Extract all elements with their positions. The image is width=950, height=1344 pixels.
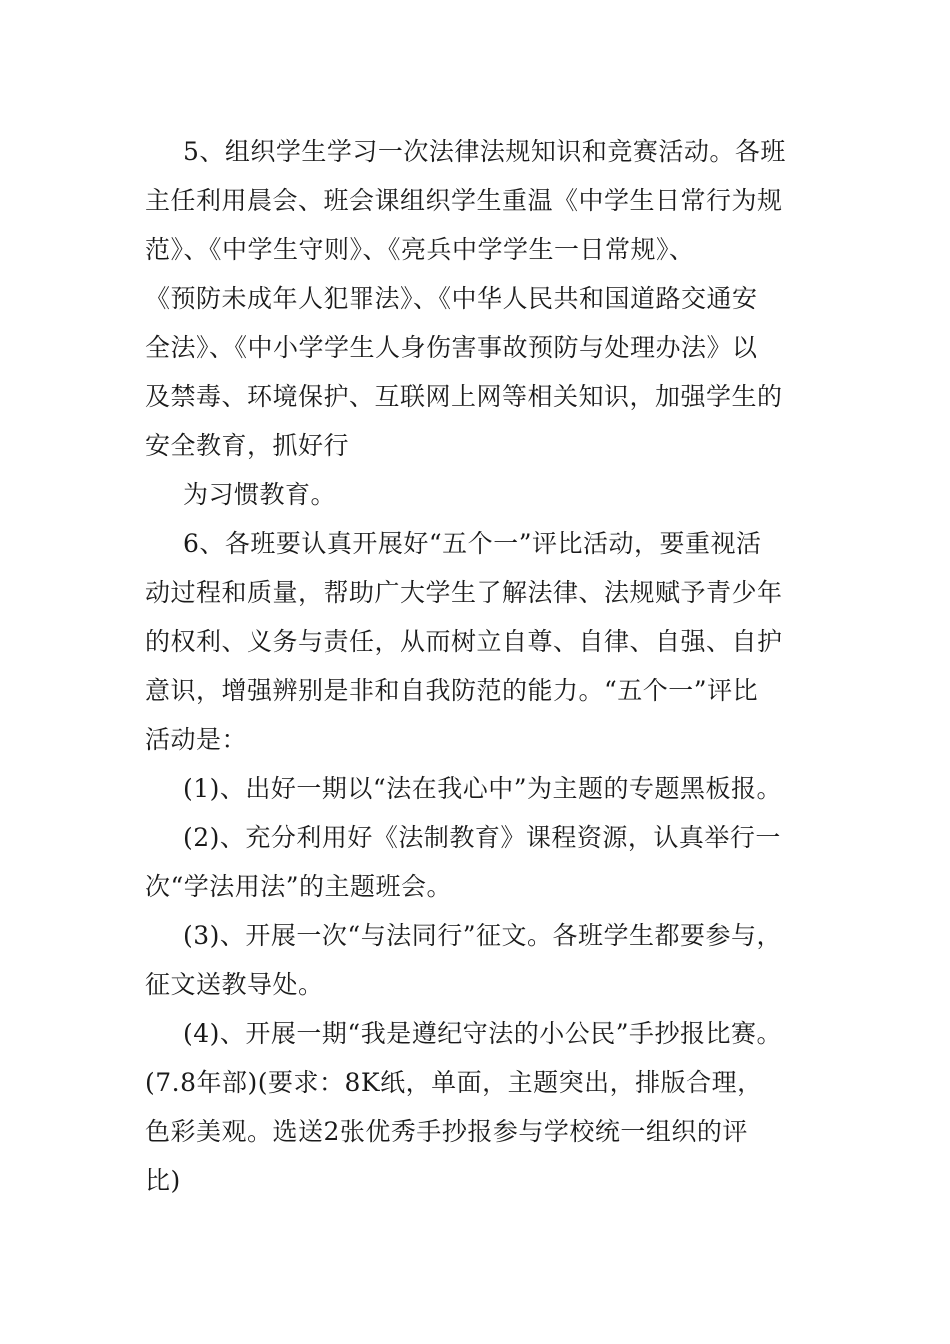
- paragraph-line: 的权利、义务与责任，从而树立自尊、自律、自强、自护: [145, 627, 783, 656]
- paragraph-line: 范》、《中学生守则》、《亮兵中学学生一日常规》、: [145, 235, 695, 264]
- paragraph-line: 主任利用晨会、班会课组织学生重温《中学生日常行为规: [145, 186, 783, 215]
- list-item-line: (3)、开展一次“与法同行”征文。各班学生都要参与，: [183, 921, 782, 950]
- list-item-line: (7.8年部)(要求：8K纸，单面，主题突出，排版合理，: [145, 1068, 763, 1097]
- list-item-line: 色彩美观。选送2张优秀手抄报参与学校统一组织的评: [145, 1117, 748, 1146]
- list-item-line: 次“学法用法”的主题班会。: [145, 872, 453, 901]
- paragraph-line: 及禁毒、环境保护、互联网上网等相关知识，加强学生的: [145, 382, 783, 411]
- paragraph-line: 5、组织学生学习一次法律法规知识和竞赛活动。各班: [183, 137, 786, 166]
- list-item-line: (2)、充分利用好《法制教育》课程资源，认真举行一: [183, 823, 781, 852]
- paragraph-line: 为习惯教育。: [183, 480, 337, 509]
- paragraph-line: 全法》、《中小学学生人身伤害事故预防与处理办法》以: [145, 333, 758, 362]
- list-item-line: 征文送教导处。: [145, 970, 324, 999]
- paragraph-line: 意识，增强辨别是非和自我防范的能力。“五个一”评比: [145, 676, 759, 705]
- paragraph-line: 动过程和质量，帮助广大学生了解法律、法规赋予青少年: [145, 578, 783, 607]
- paragraph-line: 6、各班要认真开展好“五个一”评比活动，要重视活: [183, 529, 762, 558]
- paragraph-line: 安全教育，抓好行: [145, 431, 350, 460]
- paragraph-line: 《预防未成年人犯罪法》、《中华人民共和国道路交通安: [145, 284, 758, 313]
- list-item-line: (1)、出好一期以“法在我心中”为主题的专题黑板报。: [183, 774, 782, 803]
- list-item-line: 比): [145, 1166, 181, 1195]
- paragraph-line: 活动是：: [145, 725, 248, 754]
- list-item-line: (4)、开展一期“我是遵纪守法的小公民”手抄报比赛。: [183, 1019, 782, 1048]
